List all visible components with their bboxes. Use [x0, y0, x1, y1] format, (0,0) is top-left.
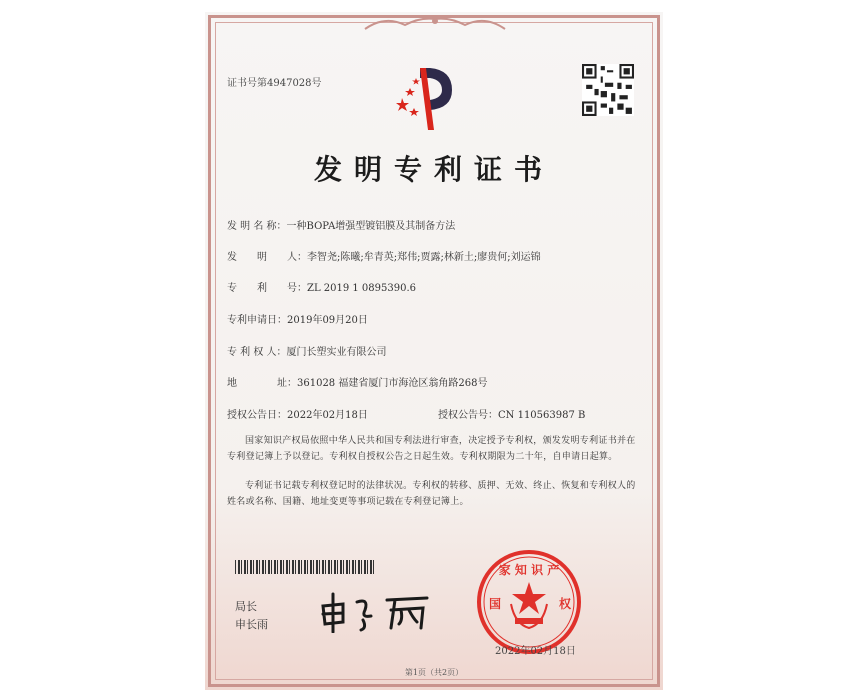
- patent-certificate: [205, 12, 663, 690]
- top-ornament-icon: [355, 15, 515, 31]
- field-patentee: [227, 343, 387, 358]
- field-label: 专利申请日：: [227, 315, 287, 326]
- field-application-date: [227, 311, 368, 326]
- qr-code-icon: [582, 64, 634, 116]
- field-label: 授权公告号：: [438, 410, 498, 421]
- field-value: 一种BOPA增强型镀铝膜及其制备方法: [286, 221, 456, 232]
- field-label: 发 明 人：: [227, 252, 307, 263]
- page-number: 第1页（共2页）: [404, 668, 464, 677]
- certificate-number: 证书号第4947028号: [227, 78, 322, 89]
- field-label: 专 利 号：: [227, 283, 307, 294]
- director-name: 申长雨: [235, 618, 268, 631]
- svg-text:权: 权: [559, 597, 572, 611]
- field-patent-number: [227, 279, 416, 294]
- svg-text:家 知 识 产: 家 知 识 产: [498, 563, 560, 577]
- barcode-icon: [235, 560, 375, 574]
- field-grant-number: [438, 406, 585, 421]
- svg-text:国: 国: [489, 597, 502, 611]
- field-value: 2022年02月18日: [287, 410, 368, 421]
- seal-date: 2022年02月18日: [495, 646, 576, 657]
- field-label: 专 利 权 人：: [227, 347, 287, 358]
- field-value: 李智尧;陈曦;牟青英;郑伟;贾露;林新土;廖贵何;刘运锦: [307, 252, 541, 263]
- field-value: 361028 福建省厦门市海沧区翁角路268号: [297, 378, 488, 389]
- field-address: [227, 374, 487, 389]
- certificate-title: 发明专利证书: [313, 153, 554, 186]
- field-value: 厦门长塑实业有限公司: [286, 347, 387, 358]
- field-label: 授权公告日：: [227, 410, 287, 421]
- official-seal-icon: [475, 548, 583, 656]
- field-invention-name: [227, 217, 455, 232]
- legal-paragraph-1: 国家知识产权局依照中华人民共和国专利法进行审查，决定授予专利权，颁发发明专利证书并在专利登记簿上予以登记。专利权自授权公告之日起生效。专利权期限为二十年，自申请日起算。: [227, 436, 636, 462]
- field-inventors: [227, 248, 541, 263]
- field-grant-date: [227, 406, 368, 421]
- field-value: ZL 2019 1 0895390.6: [307, 283, 417, 294]
- cnipa-logo-icon: [390, 60, 460, 135]
- field-value: 2019年09月20日: [287, 315, 368, 326]
- field-value: CN 110563987 B: [498, 410, 586, 421]
- director-title: 局长: [235, 600, 257, 613]
- legal-paragraph-2: 专利证书记载专利权登记时的法律状况。专利权的转移、质押、无效、终止、恢复和专利权人的姓名或名称、国籍、地址变更等事项记载在专利登记簿上。: [227, 481, 636, 507]
- field-label: 发 明 名 称：: [227, 221, 287, 232]
- signature-icon: [317, 588, 437, 633]
- field-label: 地 址：: [227, 378, 297, 389]
